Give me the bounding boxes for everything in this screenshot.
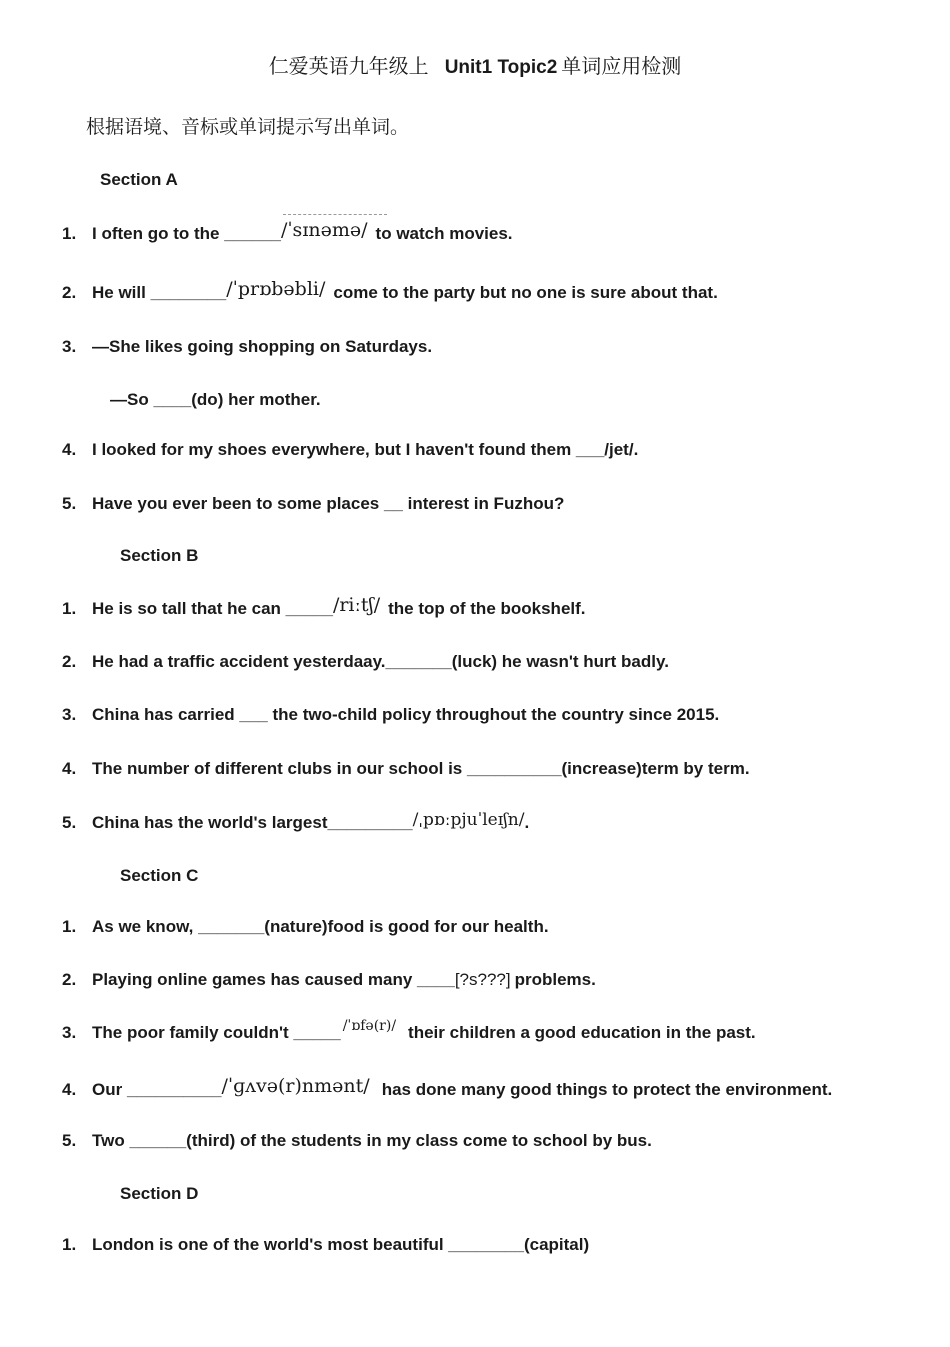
question-text-pre: He is so tall that he can _____ (92, 599, 333, 618)
title-unit-topic: Unit1 Topic2 (444, 57, 558, 78)
phonetic-hint: /ˈprɒbəbli/ (226, 278, 326, 300)
question-text-post: their children a good education in the past. (408, 1023, 756, 1042)
question-text-post: problems. (514, 970, 596, 989)
question-text-post: the top of the bookshelf. (388, 599, 586, 618)
question-c2 (62, 970, 596, 990)
question-text: The number of different clubs in our school is __________(increase)term by term. (92, 759, 750, 778)
section-b-heading: Section B (120, 546, 199, 565)
question-text: London is one of the world's most beautiful ________(capital) (92, 1235, 590, 1254)
question-number: 3 . (62, 705, 92, 725)
question-number: 2 . (62, 652, 92, 672)
title-cn-right: 单词应用检测 (561, 54, 682, 78)
question-text: Two ______(third) of the students in my class come to school by bus. (92, 1131, 652, 1150)
question-number: 3 . (62, 1023, 92, 1043)
question-b5 (62, 810, 530, 833)
question-text: China has carried ___ the two-child policy throughout the country since 2015. (92, 705, 720, 724)
question-number: 4 . (62, 759, 92, 779)
ipa-overline-decoration (283, 214, 387, 215)
question-number: 5 . (62, 1131, 92, 1151)
question-a3 (62, 337, 432, 357)
question-number: 2 . (62, 970, 92, 990)
question-d1 (62, 1235, 589, 1255)
question-a4 (62, 440, 638, 460)
question-number: 1 . (62, 1235, 92, 1255)
question-text-pre: He will ________ (92, 283, 227, 302)
phonetic-hint: /riːtʃ/ (332, 594, 381, 616)
question-b4 (62, 759, 750, 779)
question-number: 4 . (62, 440, 92, 460)
phonetic-hint: /ˈɡʌvə(r)nmənt/ (221, 1075, 370, 1097)
question-text-pre: Our __________ (92, 1080, 222, 1099)
question-text-pre: China has the world's largest_________ (92, 813, 413, 832)
question-c4 (62, 1075, 833, 1100)
question-number: 5 . (62, 494, 92, 514)
question-text: I looked for my shoes everywhere, but I haven't found them ___/jet/. (92, 440, 639, 459)
phonetic-hint: /ˌpɒːpjuˈleɪʃn/ (412, 810, 525, 830)
question-text-post: to watch movies. (375, 224, 513, 243)
question-number: 1 . (62, 917, 92, 937)
title-cn-left: 仁爱英语九年级上 (268, 54, 429, 78)
question-text-pre: The poor family couldn't _____ (92, 1023, 341, 1042)
question-text: He had a traffic accident yesterdaay._______(luck) he wasn't hurt badly. (92, 652, 669, 671)
question-text: As we know, _______(nature)food is good for our health. (92, 917, 549, 936)
question-number: 1 . (62, 224, 92, 244)
question-number: 4 . (62, 1080, 92, 1100)
question-a2 (62, 278, 718, 303)
question-a5 (62, 494, 564, 514)
section-a-heading: Section A (100, 170, 178, 189)
question-b2 (62, 652, 669, 672)
question-text-post: come to the party but no one is sure about that. (333, 283, 718, 302)
question-text-pre: Playing online games has caused many ____ (92, 970, 455, 989)
question-text-pre: I often go to the ______ (92, 224, 281, 243)
question-number: 2 . (62, 283, 92, 303)
question-c3 (62, 1018, 756, 1043)
question-text: Have you ever been to some places __ interest in Fuzhou? (92, 494, 565, 513)
question-b3 (62, 705, 719, 725)
dialogue-line-2: —So ____(do) her mother. (110, 390, 321, 409)
question-number: 3 . (62, 337, 92, 357)
phonetic-hint: /ˈɒfə(r)/ (342, 1018, 397, 1034)
phonetic-hint-garbled: [?s???] (454, 970, 511, 989)
question-number: 5 . (62, 813, 92, 833)
question-text-post: . (524, 813, 530, 832)
question-text-post: has done many good things to protect the environment. (381, 1080, 833, 1099)
section-d-heading: Section D (120, 1184, 199, 1203)
page-title (0, 50, 950, 79)
question-b1 (62, 594, 586, 619)
section-c-heading: Section C (120, 866, 199, 885)
dialogue-line-1: —She likes going shopping on Saturdays. (92, 337, 433, 356)
question-a1 (62, 219, 513, 244)
question-c1 (62, 917, 549, 937)
phonetic-hint: /ˈsɪnəmə/ (280, 219, 368, 241)
question-number: 1 . (62, 599, 92, 619)
question-c5 (62, 1131, 652, 1151)
instruction-text: 根据语境、音标或单词提示写出单词。 (86, 116, 410, 138)
